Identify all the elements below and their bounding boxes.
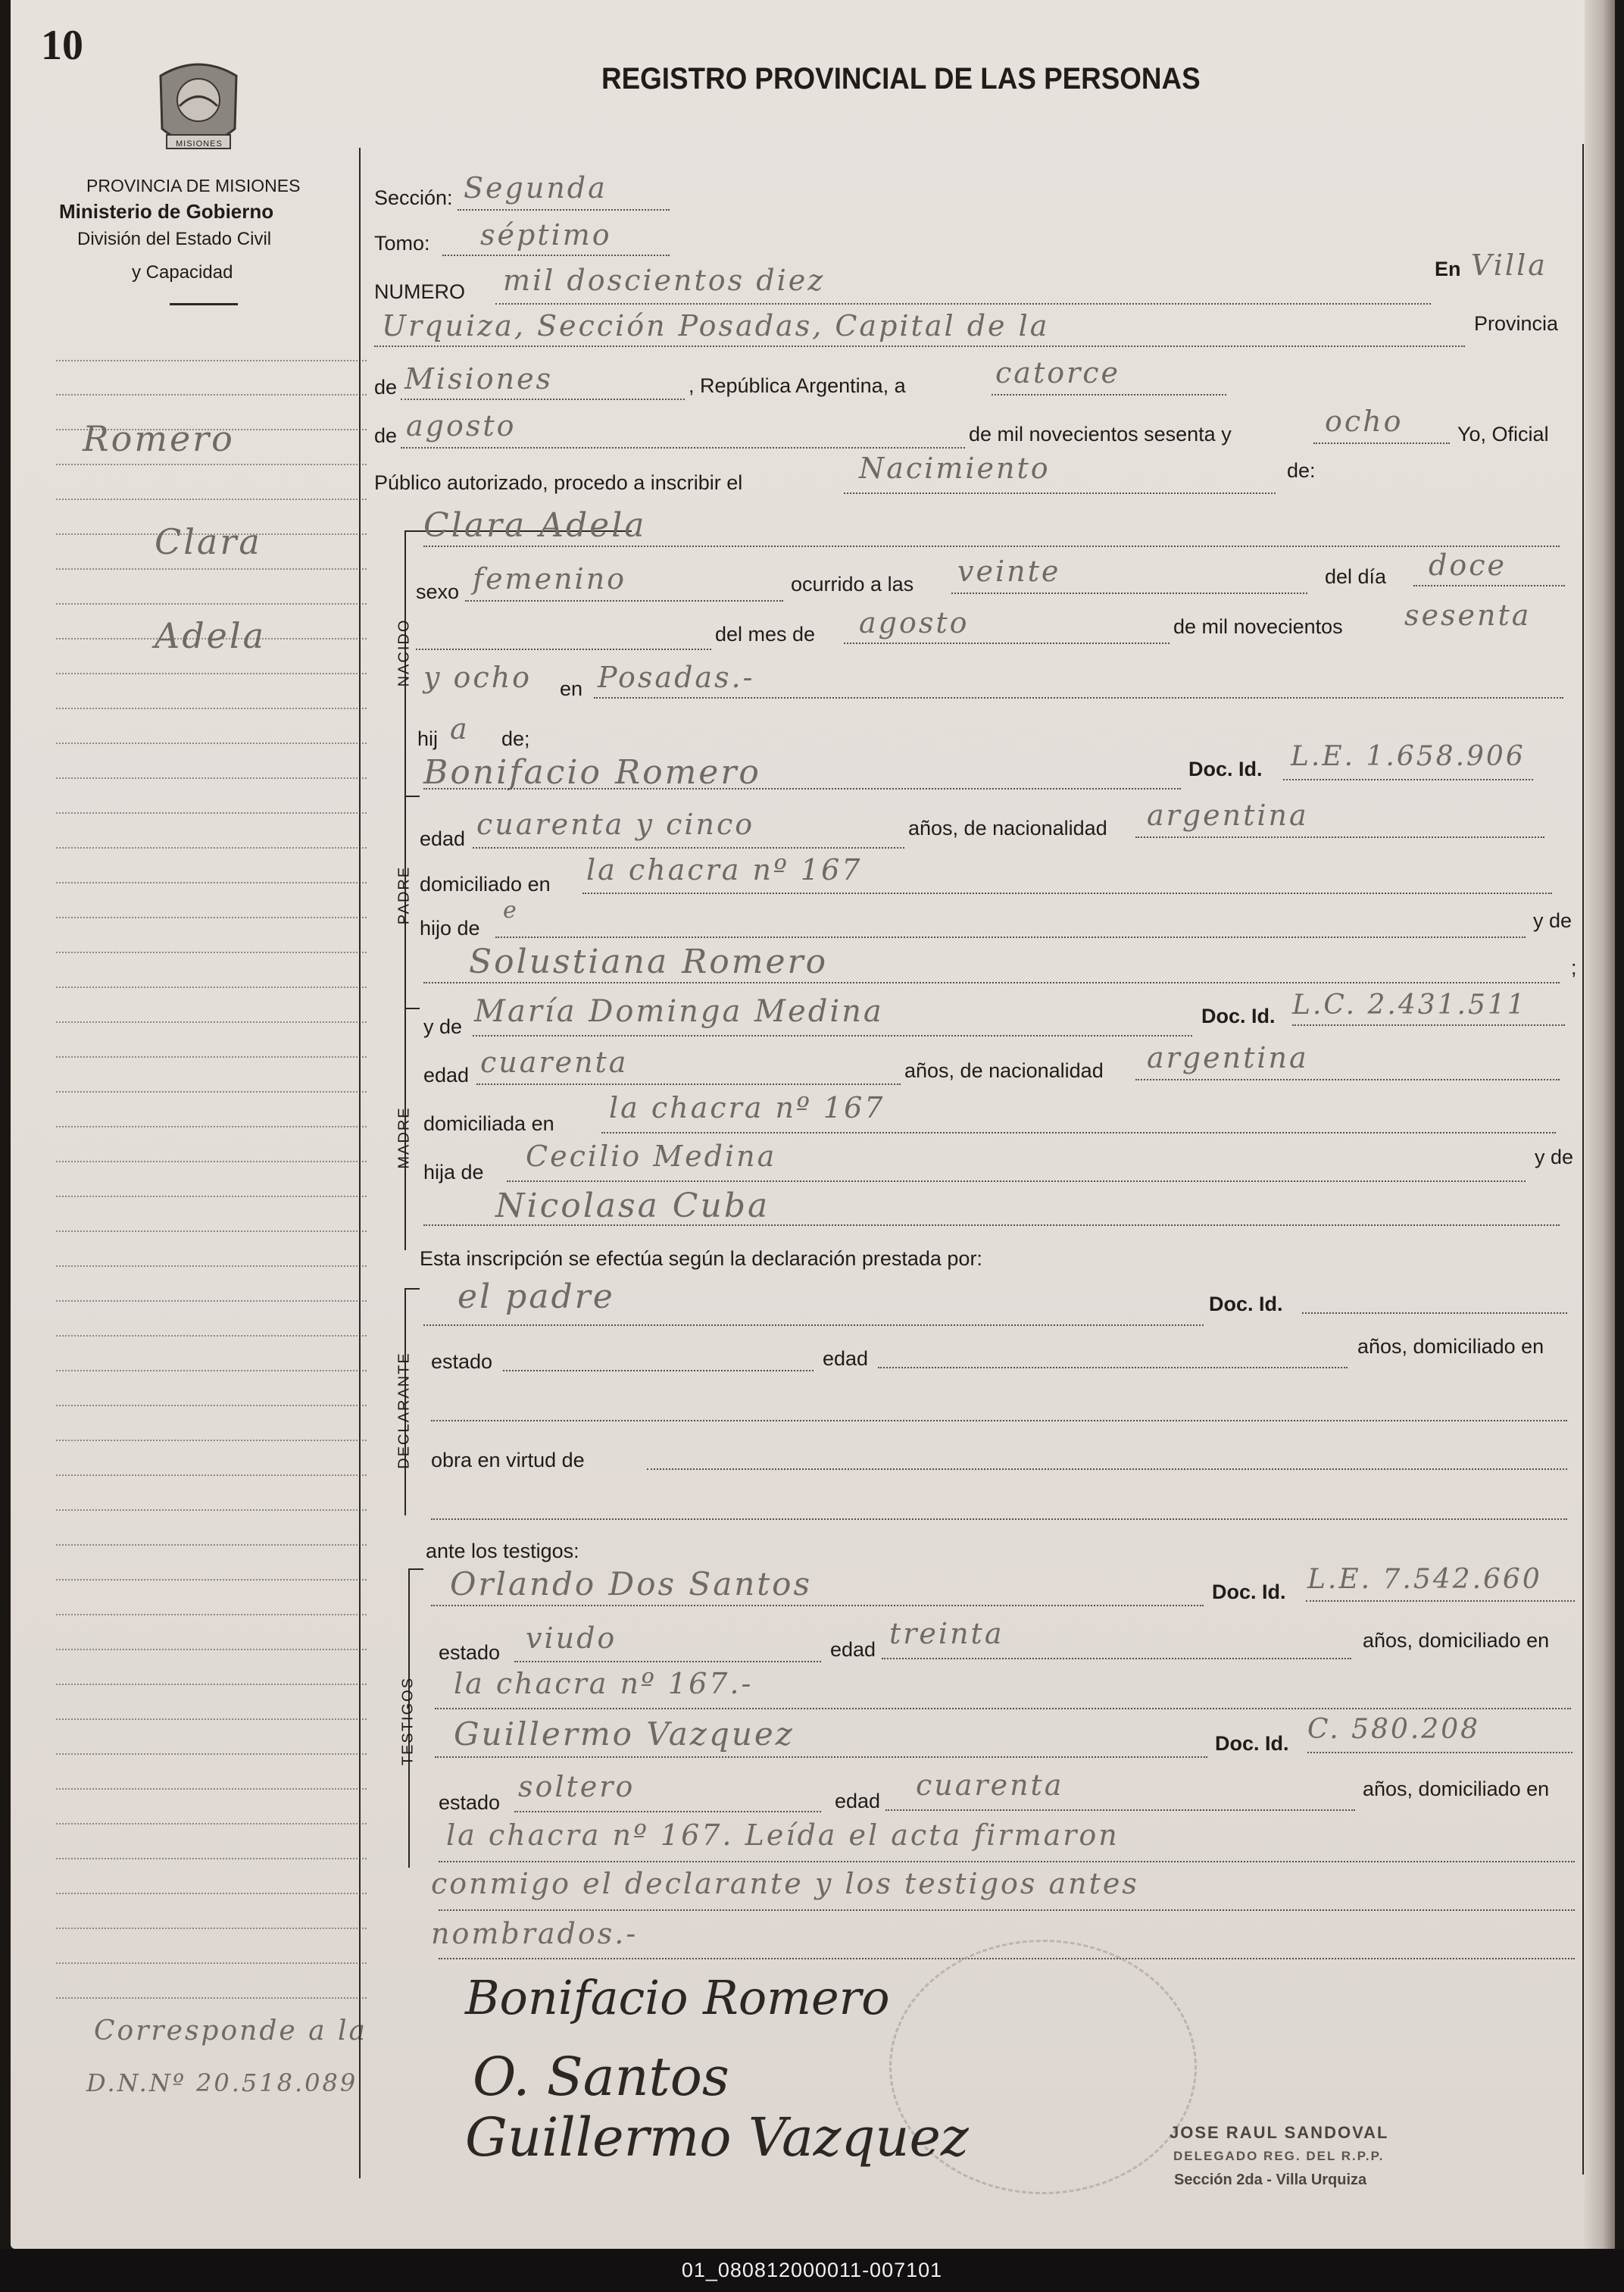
madre-dom-label: domiciliada en [423, 1112, 554, 1135]
padre-hijo-label: hijo de [420, 917, 480, 940]
testigo1-edad-value: treinta [889, 1617, 1004, 1650]
declarante-estado-label: estado [431, 1350, 493, 1373]
testigo2-edad-label: edad [835, 1790, 881, 1812]
signature-1: Bonifacio Romero [465, 1970, 890, 2025]
margin-given1: Clara [155, 521, 262, 562]
nacido-name: Clara Adela [423, 506, 647, 545]
padre-y-de: y de [1533, 909, 1572, 932]
ocurrido-label: ocurrido a las [791, 573, 914, 596]
nacido-en-value: Posadas.- [598, 661, 755, 694]
madre-name: María Dominga Medina [474, 994, 884, 1029]
right-border [1582, 144, 1584, 2175]
republica-label: , República Argentina, a [689, 374, 906, 397]
declarante-obra-label: obra en virtud de [431, 1449, 585, 1471]
provincia-label: Provincia [1474, 312, 1559, 335]
declarante-doc-label: Doc. Id. [1209, 1293, 1283, 1315]
testigo1-edad-label: edad [830, 1638, 876, 1661]
binding-spine [1585, 0, 1615, 2249]
en-value: Villa [1471, 249, 1547, 282]
closing-line-3: nombrados.- [431, 1917, 639, 1950]
margin-border [359, 148, 361, 2178]
padre-nac-label: años, de nacionalidad [908, 817, 1107, 840]
testigos-intro: ante los testigos: [426, 1540, 579, 1562]
testigo2-estado-value: soltero [518, 1770, 636, 1803]
madre-y-de: y de [1535, 1146, 1574, 1168]
header-divider [170, 303, 238, 305]
closing-line-2: conmigo el declarante y los testigos antes [431, 1867, 1139, 1900]
padre-nac-value: argentina [1147, 799, 1309, 832]
madre-nac-label: años, de nacionalidad [904, 1059, 1104, 1082]
tomo-value: séptimo [480, 218, 612, 252]
madre-doc-value: L.C. 2.431.511 [1292, 990, 1527, 1021]
testigo2-dom-label: años, domiciliado en [1363, 1778, 1550, 1800]
nacido-label: NACIDO [395, 618, 413, 687]
testigo1-doc-value: L.E. 7.542.660 [1307, 1564, 1542, 1595]
file-id: 01_080812000011-007101 [0, 2249, 1624, 2292]
yo-label: Yo, Oficial [1457, 423, 1549, 446]
padre-dom-label: domiciliado en [420, 873, 551, 896]
ocurrido-value: veinte [957, 555, 1061, 588]
official-title: DELEGADO REG. DEL R.P.P. [1173, 2149, 1385, 2163]
madre-nac-value: argentina [1147, 1041, 1309, 1074]
declarante-name: el padre [458, 1277, 615, 1316]
padre-edad-value: cuarenta y cinco [476, 808, 755, 841]
margin-note-2: D.N.Nº 20.518.089 [86, 2068, 358, 2097]
mil-value: ocho [1325, 405, 1404, 438]
testigo1-doc-label: Doc. Id. [1212, 1581, 1286, 1603]
capacity-name: y Capacidad [132, 262, 233, 283]
closing-line-1: la chacra nº 167. Leída el acta firmaron [446, 1818, 1120, 1852]
document-page [11, 0, 1595, 2249]
testigos-label: TESTIGOS [399, 1676, 417, 1766]
de-label: de [374, 376, 398, 399]
nacido-mil-label: de mil novecientos [1173, 615, 1343, 638]
publico-value: Nacimiento [859, 452, 1051, 485]
testigo2-doc-value: C. 580.208 [1307, 1714, 1481, 1745]
testigo1-estado-label: estado [439, 1641, 501, 1664]
padre-semicolon: ; [1571, 956, 1577, 979]
seccion-label: Sección: [374, 186, 453, 209]
nacido-en-label: en [560, 677, 583, 700]
madre-hija-label: hija de [423, 1161, 484, 1184]
declarante-intro: Esta inscripción se efectúa según la declaración prestada por: [420, 1247, 982, 1270]
testigo2-doc-label: Doc. Id. [1215, 1732, 1289, 1755]
declarante-dom-label: años, domiciliado en [1357, 1335, 1544, 1358]
numero-label: NUMERO [374, 280, 465, 303]
madre-hija-value: Cecilio Medina [526, 1140, 777, 1173]
hijo-label-pre: hij [417, 727, 439, 750]
official-office: Sección 2da - Villa Urquiza [1174, 2172, 1367, 2188]
de3-label: de: [1287, 459, 1316, 482]
testigo1-dom-label: años, domiciliado en [1363, 1629, 1550, 1652]
sexo-label: sexo [416, 580, 460, 603]
official-name: JOSE RAUL SANDOVAL [1170, 2123, 1389, 2142]
testigo2-edad-value: cuarenta [916, 1768, 1064, 1802]
signature-2: O. Santos [473, 2046, 729, 2108]
mil-label: de mil novecientos sesenta y [969, 423, 1232, 446]
del-dia-value: doce [1429, 549, 1507, 582]
provincial-seal [145, 53, 251, 167]
seal-label: MISIONES [176, 139, 223, 149]
de2-value: agosto [406, 409, 517, 442]
testigo2-estado-label: estado [439, 1791, 501, 1814]
madre-edad-label: edad [423, 1064, 470, 1087]
page-number: 10 [41, 22, 83, 69]
seccion-value: Segunda [464, 171, 607, 205]
numero-value: mil doscientos diez [503, 264, 826, 297]
madre-y-de-label: y de [423, 1015, 463, 1038]
testigo1-dom-value: la chacra nº 167.- [454, 1667, 754, 1700]
de-value: Misiones [404, 362, 554, 396]
declarante-edad-label: edad [823, 1347, 869, 1370]
padre-parents-value: Solustiana Romero [469, 943, 829, 981]
madre-doc-label: Doc. Id. [1201, 1005, 1276, 1027]
signature-3: Guillermo Vazquez [465, 2106, 969, 2168]
sexo-value: femenino [473, 562, 627, 596]
madre-dom-value: la chacra nº 167 [609, 1091, 885, 1124]
division-name: División del Estado Civil [77, 229, 272, 249]
testigo2-name: Guillermo Vazquez [454, 1715, 795, 1753]
declarante-label: DECLARANTE [395, 1352, 413, 1469]
mes-value: agosto [859, 606, 970, 639]
province-name: PROVINCIA DE MISIONES [86, 176, 301, 195]
padre-label: PADRE [395, 865, 413, 925]
publico-label: Público autorizado, procedo a inscribir el [374, 471, 743, 494]
margin-note-1: Corresponde a la [94, 2015, 367, 2047]
testigo1-name: Orlando Dos Santos [450, 1565, 812, 1603]
padre-doc-label: Doc. Id. [1188, 758, 1263, 780]
nacido-mil-value: sesenta [1404, 599, 1532, 632]
mes-label: del mes de [715, 623, 816, 646]
place-line: Urquiza, Sección Posadas, Capital de la [382, 309, 1050, 342]
ministry-name: Ministerio de Gobierno [59, 200, 274, 223]
padre-doc-value: L.E. 1.658.906 [1291, 741, 1526, 772]
madre-label: MADRE [395, 1106, 413, 1169]
madre-edad-value: cuarenta [480, 1046, 629, 1079]
padre-edad-label: edad [420, 827, 466, 850]
margin-given2: Adela [155, 615, 267, 656]
republica-value: catorce [995, 356, 1121, 389]
hijo-value: a [450, 712, 470, 746]
del-dia-label: del día [1325, 565, 1387, 588]
tomo-label: Tomo: [374, 232, 430, 255]
padre-dom-value: la chacra nº 167 [586, 853, 863, 886]
en-label: En [1435, 258, 1461, 280]
madre-parents-value: Nicolasa Cuba [495, 1187, 770, 1225]
testigo1-estado-value: viudo [526, 1621, 617, 1655]
de2-label: de [374, 424, 398, 447]
padre-hijo-value: e [503, 897, 519, 924]
padre-name: Bonifacio Romero [423, 753, 761, 792]
margin-surname: Romero [83, 418, 235, 459]
hijo-label-post: de; [501, 727, 530, 750]
nacido-year-value: y ocho [423, 661, 532, 694]
page-title: REGISTRO PROVINCIAL DE LAS PERSONAS [601, 62, 1201, 95]
